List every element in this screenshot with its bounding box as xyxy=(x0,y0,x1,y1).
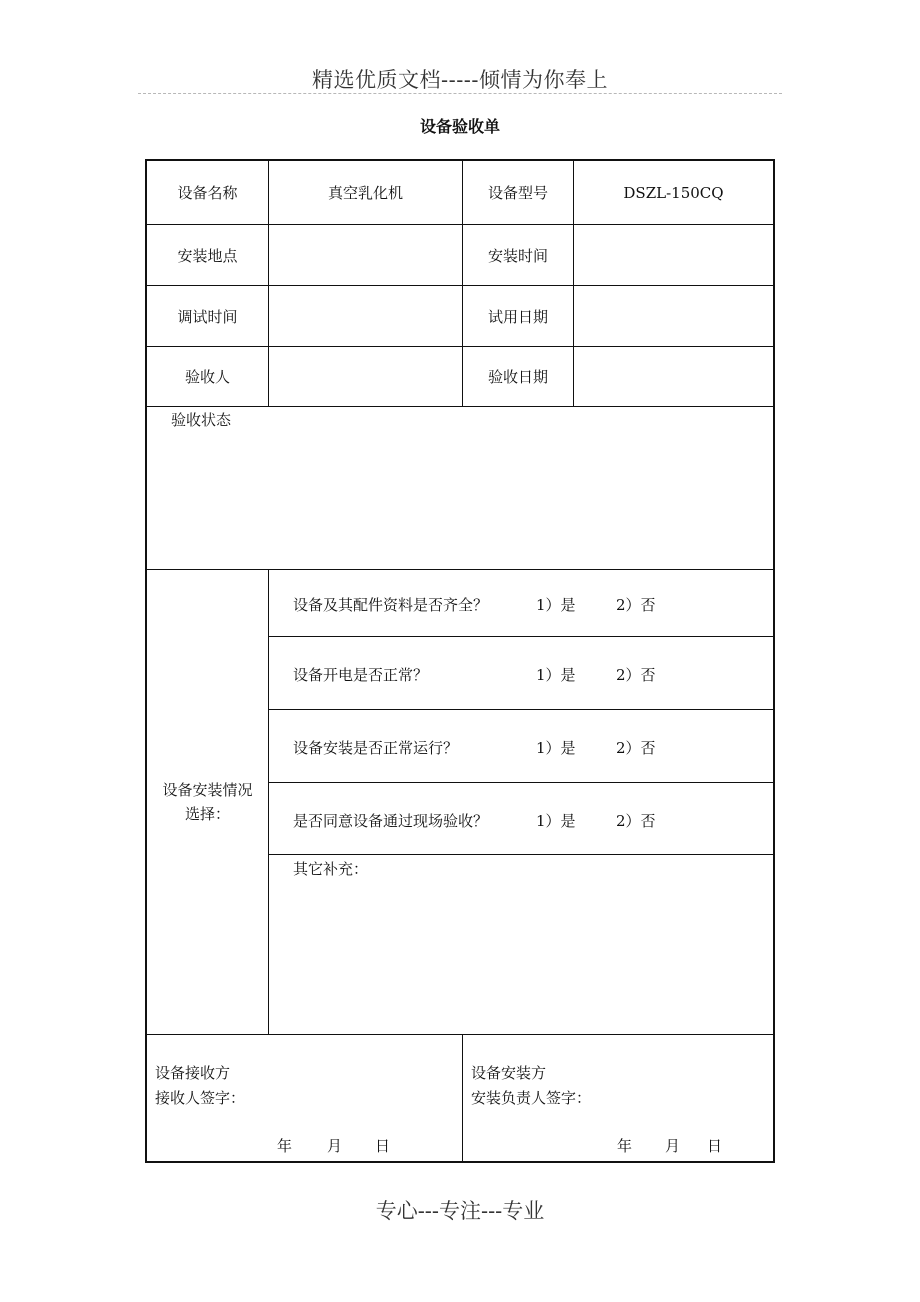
option-no[interactable]: 2）否 xyxy=(616,666,656,684)
installer-party: 设备安装方 xyxy=(471,1064,547,1082)
option-yes[interactable]: 1）是 xyxy=(536,739,576,757)
question-text: 设备安装是否正常运行？ xyxy=(293,739,459,757)
question-text: 设备开电是否正常？ xyxy=(293,666,429,684)
installer-year: 年 xyxy=(617,1137,633,1155)
question-divider xyxy=(268,709,773,710)
other-supplement-area[interactable] xyxy=(269,855,773,1034)
row-divider xyxy=(147,1034,773,1035)
installer-month: 月 xyxy=(665,1137,681,1155)
label-acceptance-date: 验收日期 xyxy=(487,368,548,386)
col-divider xyxy=(462,1034,463,1161)
receiver-day: 日 xyxy=(375,1137,391,1155)
value-debug-time[interactable] xyxy=(269,286,462,346)
label-trial-date: 试用日期 xyxy=(487,307,548,326)
value-equipment-name[interactable]: 真空乳化机 xyxy=(327,184,403,202)
label-acceptance-status: 验收状态 xyxy=(171,411,232,429)
receiver-month: 月 xyxy=(327,1137,343,1155)
installer-day: 日 xyxy=(707,1137,723,1155)
option-no[interactable]: 2）否 xyxy=(616,739,656,757)
question-text: 是否同意设备通过现场验收？ xyxy=(293,812,489,830)
option-no[interactable]: 2）否 xyxy=(616,812,656,830)
label-equipment-name: 设备名称 xyxy=(177,184,238,202)
label-debug-time: 调试时间 xyxy=(177,307,238,326)
value-acceptance-date[interactable] xyxy=(574,347,773,406)
receiver-year: 年 xyxy=(277,1137,293,1155)
page-header: 精选优质文档-----倾情为你奉上 xyxy=(312,68,608,92)
value-install-location[interactable] xyxy=(269,225,462,285)
install-section-label xyxy=(147,570,268,1034)
install-label-line2: 选择： xyxy=(184,805,230,823)
value-equipment-model[interactable]: DSZL-150CQ xyxy=(623,183,724,202)
acceptance-status-area[interactable] xyxy=(147,407,773,569)
label-other-supplement: 其它补充： xyxy=(293,860,369,878)
option-yes[interactable]: 1）是 xyxy=(536,596,576,614)
label-install-time: 安装时间 xyxy=(487,246,548,265)
option-yes[interactable]: 1）是 xyxy=(536,666,576,684)
receiver-party: 设备接收方 xyxy=(155,1064,231,1082)
value-trial-date[interactable] xyxy=(574,286,773,346)
question-divider xyxy=(268,782,773,783)
installer-sign-label: 安装负责人签字： xyxy=(471,1089,592,1107)
label-equipment-model: 设备型号 xyxy=(487,184,548,202)
page-footer: 专心---专注---专业 xyxy=(375,1199,545,1223)
acceptance-form xyxy=(145,159,775,1163)
question-text: 设备及其配件资料是否齐全？ xyxy=(293,596,489,614)
install-label-line1: 设备安装情况 xyxy=(162,781,253,799)
value-inspector[interactable] xyxy=(269,347,462,406)
form-title: 设备验收单 xyxy=(419,117,500,136)
header-divider xyxy=(138,93,782,94)
option-no[interactable]: 2）否 xyxy=(616,596,656,614)
receiver-sign-label: 接收人签字： xyxy=(155,1089,246,1107)
label-install-location: 安装地点 xyxy=(177,246,238,265)
label-inspector: 验收人 xyxy=(184,368,230,386)
value-install-time[interactable] xyxy=(574,225,773,285)
option-yes[interactable]: 1）是 xyxy=(536,812,576,830)
question-divider xyxy=(268,636,773,637)
